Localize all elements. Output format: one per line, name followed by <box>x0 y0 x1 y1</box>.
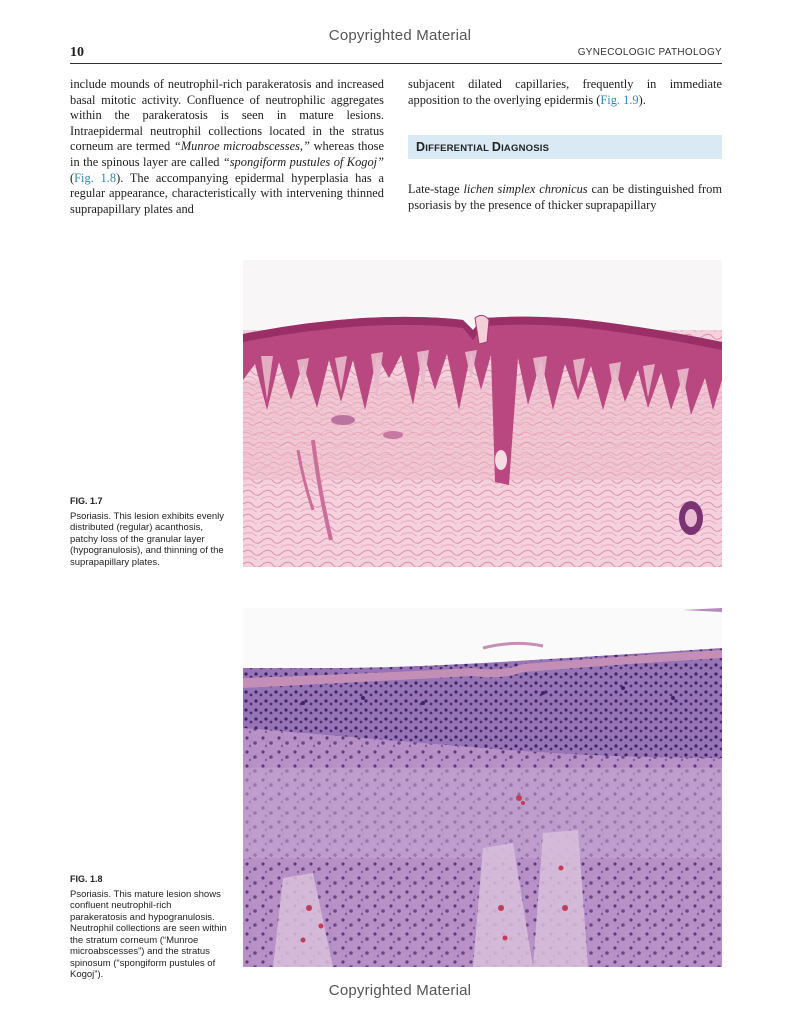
figure-caption <box>70 496 230 568</box>
figure-reference-link[interactable]: Fig. 1.9 <box>600 92 639 107</box>
section-heading: DIFFERENTIAL DIAGNOSIS <box>408 135 722 159</box>
page-header <box>70 45 722 64</box>
figure-label: FIG. 1.8 <box>70 874 103 884</box>
page-number: 10 <box>70 45 84 60</box>
body-paragraph: Late-stage lichen simplex chronicus can be distinguished from psoriasis by the presence of thicker suprapapillary <box>408 182 722 212</box>
figure-label: FIG. 1.7 <box>70 496 103 506</box>
running-head: GYNECOLOGIC PATHOLOGY <box>577 47 722 58</box>
caption-text: Psoriasis. This lesion exhibits evenly distributed (regular) acanthosis, patchy loss of the granular layer (hypogranulosis), and thinning of the suprapapillary plates. <box>70 510 225 568</box>
micrograph-fig-1-7 <box>243 260 722 567</box>
micrograph-fig-1-8 <box>243 608 722 967</box>
figure-caption <box>70 874 230 981</box>
body-paragraph: subjacent dilated capillaries, frequently in immediate apposition to the overlying epidermis (Fig. 1.9). <box>408 77 722 107</box>
body-paragraph: include mounds of neutrophil-rich parakeratosis and increased basal mitotic activity. Confluence of neutrophilic aggregates within the parakeratosis is seen in mature lesions. Intraepidermal neutrophil collections located in the stratus corneum are termed “Munroe microabscesses,” whereas those in the spinous layer are called “spongiform pustules of Kogoj” (Fig. 1.8). The accompanying epidermal hyperplasia has a regular appearance, characteristically with intervening thinned suprapapillary plates and <box>70 77 384 216</box>
left-text-column <box>70 77 384 217</box>
figure-reference-link[interactable]: Fig. 1.8 <box>74 170 117 185</box>
copyright-watermark-bottom: Copyrighted Material <box>328 982 472 999</box>
right-text-column <box>408 77 722 213</box>
copyright-watermark-top: Copyrighted Material <box>328 27 472 44</box>
caption-text: Psoriasis. This mature lesion shows confluent neutrophil-rich parakeratosis and hypogranulosis. Neutrophil collections are seen within the stratum corneum (“Munroe microabscesses”) and the stratus spinosum (“spongiform pustules of Kogoj”). <box>70 888 227 980</box>
